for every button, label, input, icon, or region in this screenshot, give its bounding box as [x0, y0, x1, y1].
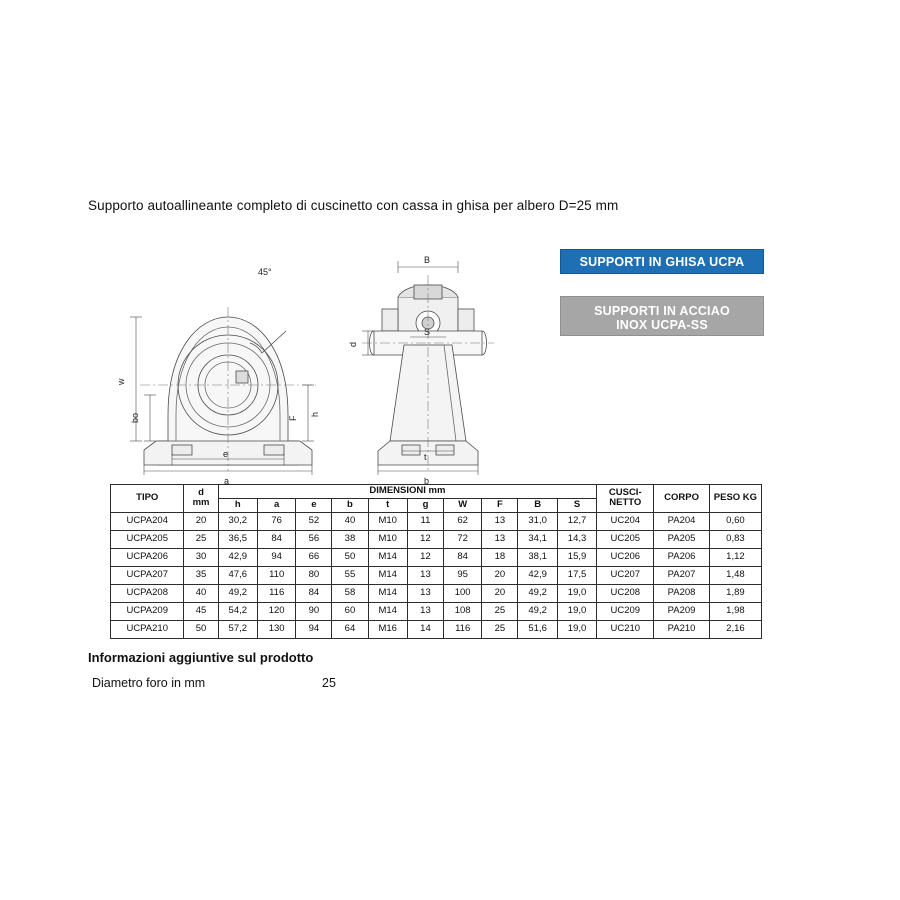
- cell-t: M14: [368, 566, 407, 584]
- cell-W: 95: [444, 566, 482, 584]
- drawing-label-angle: 45°: [258, 267, 272, 277]
- header-cuscinetto-line2: NETTO: [609, 497, 642, 509]
- cell-a: 116: [258, 584, 296, 602]
- cell-e: 84: [296, 584, 332, 602]
- header-a: a: [258, 498, 296, 512]
- cell-peso: 0,83: [709, 530, 761, 548]
- table-row: [111, 620, 762, 638]
- cell-h: 54,2: [218, 602, 257, 620]
- info-value-diametro-foro: 25: [322, 676, 336, 690]
- cell-d: 35: [184, 566, 218, 584]
- cell-b: 60: [332, 602, 368, 620]
- header-d-unit: mm: [192, 497, 210, 509]
- header-cuscinetto: [597, 485, 654, 513]
- table-row: [111, 602, 762, 620]
- cell-cuscinetto: UC204: [597, 512, 654, 530]
- header-S: S: [557, 498, 596, 512]
- cell-F: 20: [482, 566, 518, 584]
- table-row: [111, 566, 762, 584]
- cell-d: 45: [184, 602, 218, 620]
- cell-W: 84: [444, 548, 482, 566]
- cell-tipo: UCPA207: [111, 566, 184, 584]
- info-label-diametro-foro: Diametro foro in mm: [92, 676, 206, 690]
- cell-e: 52: [296, 512, 332, 530]
- cell-e: 90: [296, 602, 332, 620]
- header-t: t: [368, 498, 407, 512]
- cell-h: 36,5: [218, 530, 257, 548]
- cell-t: M14: [368, 548, 407, 566]
- cell-g: 12: [407, 530, 443, 548]
- cell-S: 19,0: [557, 584, 596, 602]
- header-tipo: TIPO: [111, 485, 184, 513]
- table-row: [111, 512, 762, 530]
- cell-S: 19,0: [557, 602, 596, 620]
- cell-W: 116: [444, 620, 482, 638]
- cell-t: M10: [368, 530, 407, 548]
- cell-g: 14: [407, 620, 443, 638]
- cell-b: 38: [332, 530, 368, 548]
- drawing-label-a: a: [224, 476, 230, 486]
- cell-peso: 1,12: [709, 548, 761, 566]
- cell-B: 51,6: [518, 620, 557, 638]
- cell-b: 64: [332, 620, 368, 638]
- page-title: Supporto autoallineante completo di cuscinetto con cassa in ghisa per albero D=25 mm: [88, 198, 619, 213]
- cell-peso: 1,48: [709, 566, 761, 584]
- button-ss-line1: SUPPORTI IN ACCIAO: [594, 304, 730, 318]
- cell-peso: 0,60: [709, 512, 761, 530]
- cell-S: 12,7: [557, 512, 596, 530]
- cell-a: 84: [258, 530, 296, 548]
- cell-tipo: UCPA205: [111, 530, 184, 548]
- cell-F: 25: [482, 602, 518, 620]
- cell-a: 76: [258, 512, 296, 530]
- cell-peso: 2,16: [709, 620, 761, 638]
- drawing-label-t: t: [424, 452, 427, 462]
- cell-d: 20: [184, 512, 218, 530]
- cell-corpo: PA208: [654, 584, 710, 602]
- cell-e: 56: [296, 530, 332, 548]
- cell-t: M14: [368, 584, 407, 602]
- dimensions-table-wrapper: [110, 484, 762, 639]
- cell-cuscinetto: UC206: [597, 548, 654, 566]
- drawing-label-S: S: [424, 327, 431, 337]
- drawing-label-b: b: [424, 476, 430, 486]
- cell-a: 94: [258, 548, 296, 566]
- drawing-label-B: B: [424, 255, 431, 265]
- cell-tipo: UCPA206: [111, 548, 184, 566]
- cell-cuscinetto: UC205: [597, 530, 654, 548]
- header-h: h: [218, 498, 257, 512]
- cell-tipo: UCPA209: [111, 602, 184, 620]
- cell-h: 30,2: [218, 512, 257, 530]
- header-cuscinetto-line1: CUSCI-: [608, 486, 642, 498]
- cell-b: 40: [332, 512, 368, 530]
- cell-S: 14,3: [557, 530, 596, 548]
- cell-d: 30: [184, 548, 218, 566]
- drawing-label-h: h: [310, 411, 320, 417]
- header-d: [184, 485, 218, 513]
- cell-B: 49,2: [518, 602, 557, 620]
- cell-h: 42,9: [218, 548, 257, 566]
- cell-W: 100: [444, 584, 482, 602]
- cell-cuscinetto: UC209: [597, 602, 654, 620]
- cell-g: 11: [407, 512, 443, 530]
- drawing-label-d: d: [348, 341, 358, 347]
- cell-h: 47,6: [218, 566, 257, 584]
- button-ss-line2: INOX UCPA-SS: [616, 318, 708, 333]
- cell-S: 17,5: [557, 566, 596, 584]
- header-b: b: [332, 498, 368, 512]
- cell-d: 25: [184, 530, 218, 548]
- cell-corpo: PA210: [654, 620, 710, 638]
- cell-tipo: UCPA208: [111, 584, 184, 602]
- header-e: e: [296, 498, 332, 512]
- cell-peso: 1,98: [709, 602, 761, 620]
- cell-t: M14: [368, 602, 407, 620]
- cell-tipo: UCPA210: [111, 620, 184, 638]
- cell-F: 18: [482, 548, 518, 566]
- cell-corpo: PA205: [654, 530, 710, 548]
- cell-W: 72: [444, 530, 482, 548]
- cell-g: 13: [407, 584, 443, 602]
- cell-g: 12: [407, 548, 443, 566]
- cell-t: M16: [368, 620, 407, 638]
- header-peso: PESO KG: [709, 485, 761, 513]
- button-supporti-ghisa-ucpa[interactable]: SUPPORTI IN GHISA UCPA: [560, 249, 764, 274]
- cell-a: 130: [258, 620, 296, 638]
- additional-info-heading: Informazioni aggiuntive sul prodotto: [88, 650, 314, 665]
- cell-B: 34,1: [518, 530, 557, 548]
- cell-corpo: PA207: [654, 566, 710, 584]
- drawing-label-w: w: [116, 378, 126, 385]
- cell-B: 31,0: [518, 512, 557, 530]
- header-F: F: [482, 498, 518, 512]
- cell-cuscinetto: UC208: [597, 584, 654, 602]
- cell-F: 13: [482, 512, 518, 530]
- table-header-row-1: [111, 485, 762, 499]
- cell-d: 40: [184, 584, 218, 602]
- cell-g: 13: [407, 602, 443, 620]
- drawing-label-bo: bo: [130, 412, 140, 423]
- table-row: [111, 530, 762, 548]
- header-corpo: CORPO: [654, 485, 710, 513]
- cell-h: 57,2: [218, 620, 257, 638]
- header-B: B: [518, 498, 557, 512]
- cell-W: 108: [444, 602, 482, 620]
- cell-e: 80: [296, 566, 332, 584]
- cell-tipo: UCPA204: [111, 512, 184, 530]
- table-row: [111, 548, 762, 566]
- cell-e: 66: [296, 548, 332, 566]
- cell-peso: 1,89: [709, 584, 761, 602]
- header-W: W: [444, 498, 482, 512]
- cell-a: 110: [258, 566, 296, 584]
- table-row: [111, 584, 762, 602]
- cell-g: 13: [407, 566, 443, 584]
- dimensions-table: [110, 484, 762, 639]
- cell-d: 50: [184, 620, 218, 638]
- drawing-label-e: e: [223, 449, 229, 459]
- cell-h: 49,2: [218, 584, 257, 602]
- cell-cuscinetto: UC207: [597, 566, 654, 584]
- cell-F: 13: [482, 530, 518, 548]
- cell-b: 58: [332, 584, 368, 602]
- cell-W: 62: [444, 512, 482, 530]
- cell-F: 25: [482, 620, 518, 638]
- cell-B: 38,1: [518, 548, 557, 566]
- header-d-letter: d: [198, 486, 204, 498]
- button-supporti-acciaio-inox[interactable]: [560, 296, 764, 336]
- technical-drawing: [110, 245, 540, 486]
- cell-F: 20: [482, 584, 518, 602]
- cell-b: 55: [332, 566, 368, 584]
- cell-corpo: PA206: [654, 548, 710, 566]
- cell-t: M10: [368, 512, 407, 530]
- cell-b: 50: [332, 548, 368, 566]
- dimensions-table-body: [111, 512, 762, 638]
- header-dimensioni: DIMENSIONI mm: [218, 485, 597, 499]
- additional-info-row: [92, 676, 336, 690]
- cell-a: 120: [258, 602, 296, 620]
- cell-corpo: PA204: [654, 512, 710, 530]
- cell-corpo: PA209: [654, 602, 710, 620]
- cell-S: 15,9: [557, 548, 596, 566]
- header-g: g: [407, 498, 443, 512]
- cell-e: 94: [296, 620, 332, 638]
- drawing-label-f: F: [288, 415, 298, 421]
- cell-S: 19,0: [557, 620, 596, 638]
- cell-B: 49,2: [518, 584, 557, 602]
- cell-B: 42,9: [518, 566, 557, 584]
- cell-cuscinetto: UC210: [597, 620, 654, 638]
